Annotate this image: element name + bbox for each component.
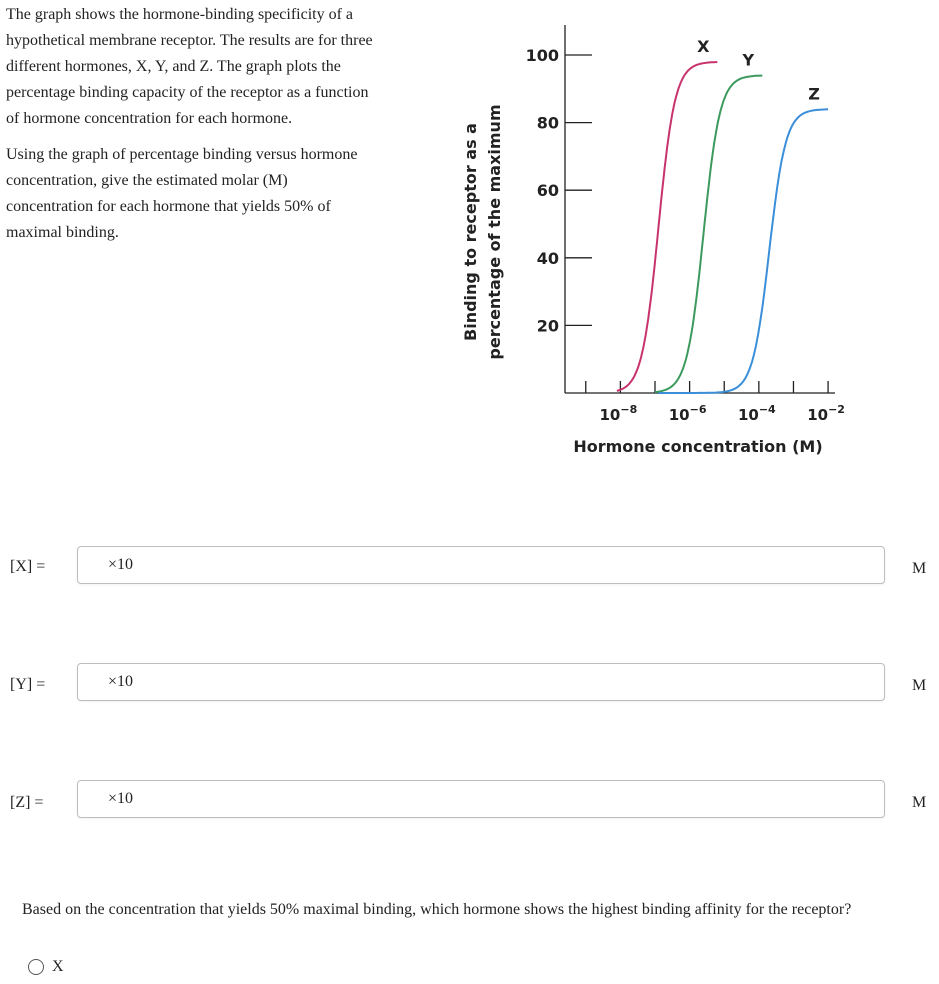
option-x[interactable] bbox=[28, 958, 64, 976]
x-axis-label: Hormone concentration (M) bbox=[573, 437, 823, 456]
y-tick-label: 80 bbox=[536, 113, 559, 133]
x-concentration-label: [X] = bbox=[10, 558, 46, 575]
x-tick-label: $10^{-4}$ bbox=[737, 403, 776, 424]
radio-button-icon[interactable] bbox=[28, 959, 44, 975]
affinity-question: Based on the concentration that yields 50% maximal binding, which hormone shows the highest binding affinity for the receptor? bbox=[22, 901, 852, 918]
y-axis-label-line1: Binding to receptor as a bbox=[461, 123, 480, 341]
y-times-ten: ×10 bbox=[108, 673, 134, 690]
z-concentration-input[interactable] bbox=[77, 780, 885, 818]
y-tick-label: 60 bbox=[536, 181, 559, 201]
x-times-ten: ×10 bbox=[108, 556, 134, 573]
series-label-x: X bbox=[697, 37, 710, 57]
z-unit-label: M bbox=[912, 794, 927, 811]
curve-z bbox=[659, 109, 829, 393]
option-x-label: X bbox=[52, 958, 64, 975]
intro-text bbox=[6, 2, 376, 256]
y-concentration-input[interactable] bbox=[77, 663, 885, 701]
intro-paragraph-1: The graph shows the hormone-binding specificity of a hypothetical membrane receptor. The results are for three different hormones, X, Y, and Z. The graph plots the percentage binding capacity of the receptor as a function of hormone concentration for each hormone. bbox=[6, 6, 373, 127]
curve-x bbox=[617, 62, 717, 391]
x-concentration-input[interactable] bbox=[77, 546, 885, 584]
y-tick-label: 20 bbox=[536, 316, 559, 336]
x-tick-label: $10^{-8}$ bbox=[599, 403, 638, 424]
x-unit-label: M bbox=[912, 560, 927, 577]
intro-paragraph-2: Using the graph of percentage binding versus hormone concentration, give the estimated molar (M) concentration for each hormone that yields 50% of maximal binding. bbox=[6, 146, 358, 241]
y-axis-label-line2: percentage of the maximum bbox=[485, 104, 504, 360]
z-concentration-label: [Z] = bbox=[10, 794, 44, 811]
y-tick-label: 40 bbox=[536, 248, 559, 268]
series-label-z: Z bbox=[808, 84, 820, 104]
y-tick-label: 100 bbox=[525, 46, 559, 65]
z-times-ten: ×10 bbox=[108, 790, 134, 807]
y-concentration-label: [Y] = bbox=[10, 676, 46, 693]
y-unit-label: M bbox=[912, 677, 927, 694]
x-tick-label: $10^{-2}$ bbox=[807, 403, 845, 424]
binding-chart bbox=[440, 0, 880, 470]
series-label-y: Y bbox=[742, 50, 755, 70]
x-tick-label: $10^{-6}$ bbox=[668, 403, 707, 424]
